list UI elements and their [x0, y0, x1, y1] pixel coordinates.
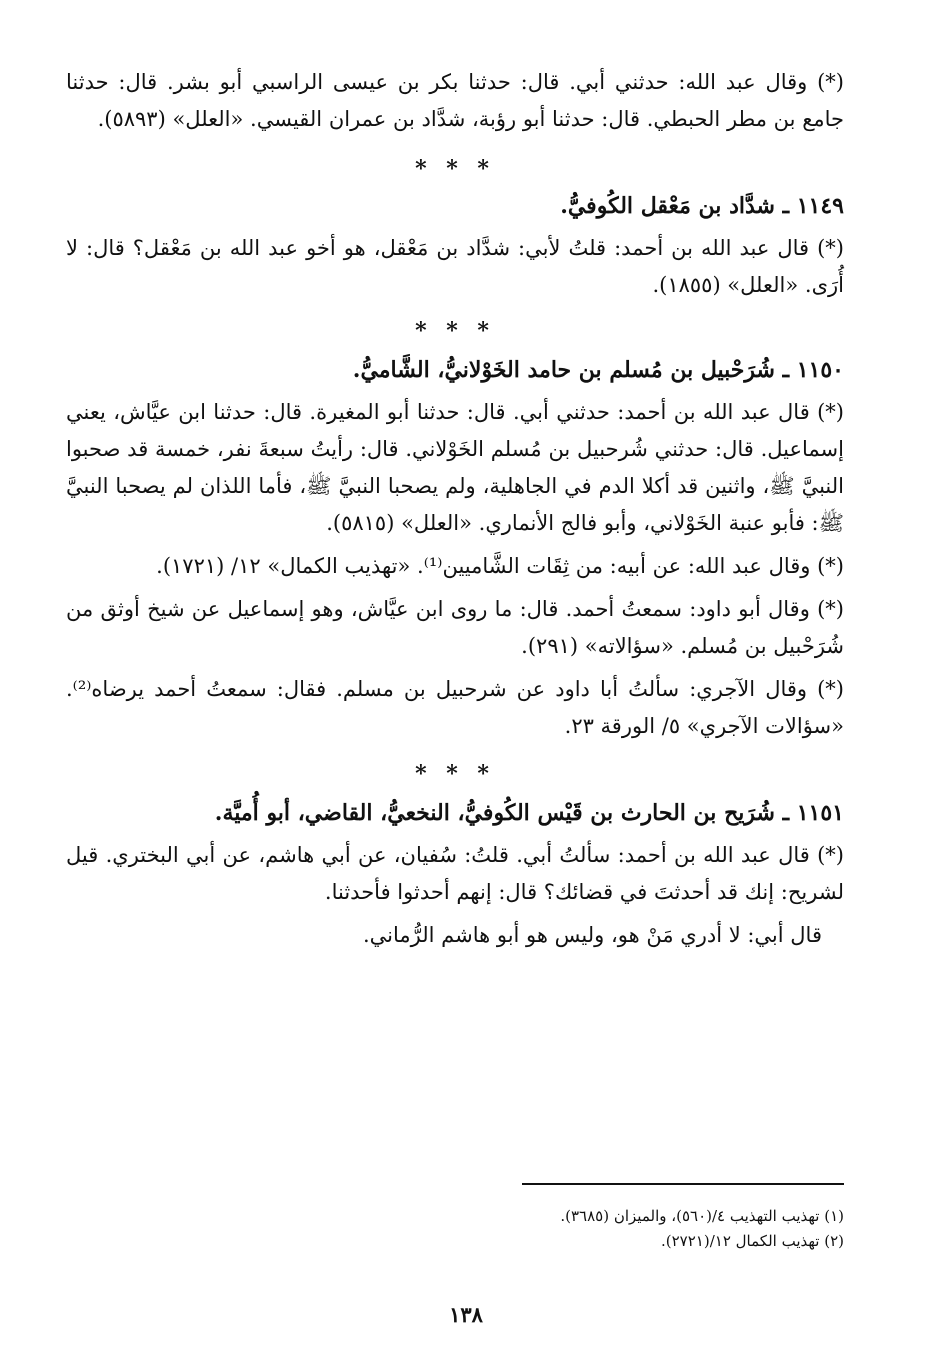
- page-body: [66, 64, 844, 954]
- page-number: ١٣٨: [449, 1302, 483, 1327]
- paragraph: (*) قال عبد الله بن أحمد: حدثني أبي. قال: حدثنا أبو المغيرة. قال: حدثنا ابن عيَّاش، يعني إسماعيل. قال: حدثني شُرحبيل بن مُسلم الخَوْلاني. قال: رأيتُ سبعةَ نفر، خمسة قد صحبوا النبيَّ ﷺ، واثنين قد أكلا الدم في الجاهلية، ولم يصحبا النبيَّ ﷺ، فأما اللذان لم يصحبا النبيَّ ﷺ: فأبو عنبة الخَوْلاني، وأبو فالج الأنماري. «العلل» (٥٨١٥).: [66, 400, 844, 535]
- section-separator: * * *: [415, 156, 495, 182]
- entry-heading-1149: ١١٤٩ ـ شدَّاد بن مَعْقل الكُوفيُّ.: [560, 193, 844, 219]
- paragraph: قال أبي: لا أدري مَنْ هو، وليس هو أبو هاشم الرُّماني.: [362, 923, 822, 947]
- footnote-1: (١) تهذيب التهذيب ٤/(٥٦٠)، والميزان (٣٦٨٥).: [560, 1207, 844, 1225]
- section-separator: * * *: [415, 318, 495, 344]
- paragraph: (*) قال عبد الله بن أحمد: قلتُ لأبي: شدَّاد بن مَعْقل، هو أخو عبد الله بن مَعْقل؟ قال: لا أُرَى. «العلل» (١٨٥٥).: [66, 236, 844, 297]
- section-separator: * * *: [415, 761, 495, 787]
- footnote-2: (٢) تهذيب الكمال ١٢/(٢٧٢١).: [661, 1232, 844, 1250]
- footnote-divider: [522, 1183, 844, 1185]
- paragraph: (*) وقال عبد الله: حدثني أبي. قال: حدثنا بكر بن عيسى الراسبي أبو بشر. قال: حدثنا جامع بن مطر الحبطي. قال: حدثنا أبو رؤبة، شدَّاد بن عمران القيسي. «العلل» (٥٨٩٣).: [66, 70, 844, 131]
- paragraph: (*) قال عبد الله بن أحمد: سألتُ أبي. قلتُ: سُفيان، عن أبي هاشم، عن أبي البختري. قيل لشريح: إنك قد أحدثتَ في قضائك؟ قال: إنهم أحدثوا فأحدثنا.: [66, 843, 844, 904]
- paragraph: (*) وقال عبد الله: عن أبيه: من ثِقَات الشَّاميين⁽¹⁾. «تهذيب الكمال» ١٢/ (١٧٢١).: [156, 554, 844, 578]
- paragraph: (*) وقال أبو داود: سمعتُ أحمد. قال: ما روى ابن عيَّاش، وهو إسماعيل عن شيخ أوثق من شُرَحْبيل بن مُسلم. «سؤالاته» (٢٩١).: [66, 597, 844, 658]
- footnotes: [344, 1204, 844, 1254]
- entry-heading-1151: ١١٥١ ـ شُرَيح بن الحارث بن قَيْس الكُوفيُّ، النخعيُّ، القاضي، أبو أُميَّة.: [214, 800, 844, 826]
- paragraph: (*) وقال الآجري: سألتُ أبا داود عن شرحبيل بن مسلم. فقال: سمعتُ أحمد يرضاه⁽²⁾. «سؤالات الآجري» ٥/ الورقة ٢٣.: [66, 677, 844, 738]
- entry-heading-1150: ١١٥٠ ـ شُرَحْبيل بن مُسلم بن حامد الخَوْلانيُّ، الشَّاميُّ.: [352, 357, 844, 383]
